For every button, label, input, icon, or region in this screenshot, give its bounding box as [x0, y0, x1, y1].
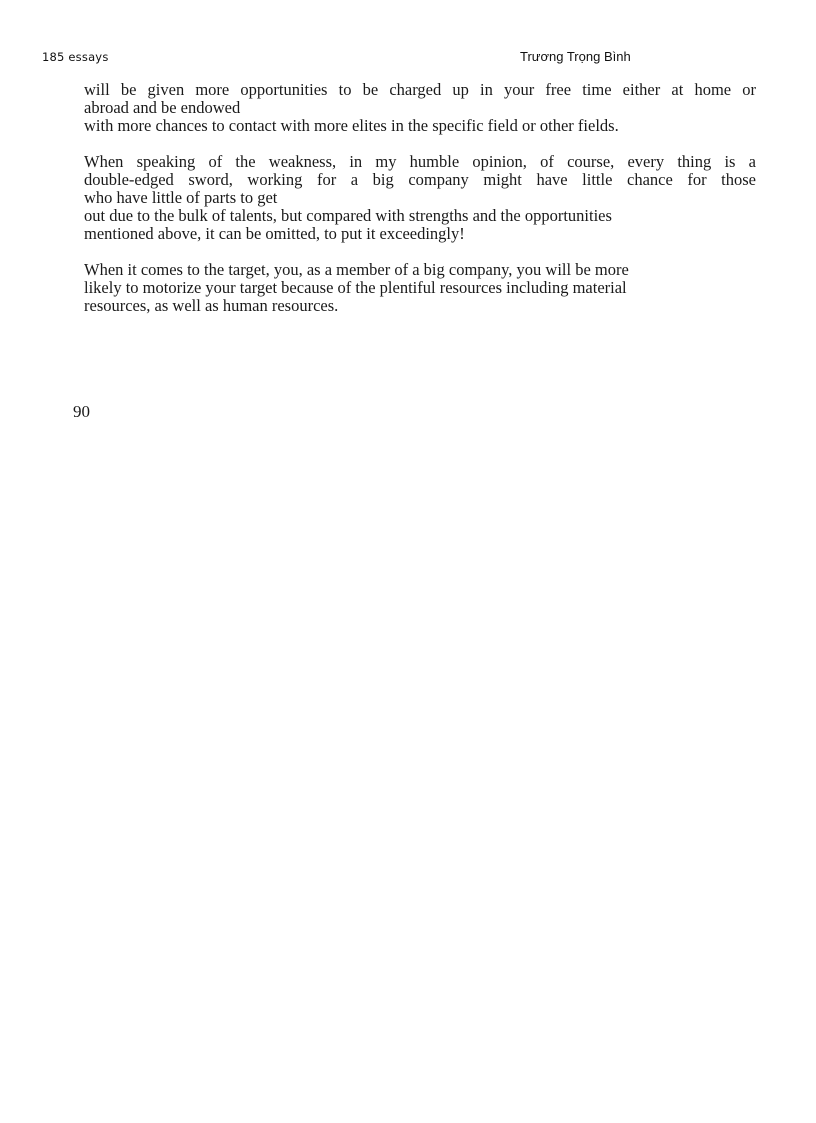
- running-header-author: Trương Trọng Bình: [520, 49, 631, 64]
- text-line: with more chances to contact with more elites in the specific field or other fields.: [84, 116, 619, 135]
- text-line: double-edged sword, working for a big company might have little chance for those: [84, 170, 756, 189]
- essay-body: [84, 81, 756, 333]
- text-line: When speaking of the weakness, in my humble opinion, of course, every thing is a: [84, 152, 756, 171]
- running-header-title: 185 essays: [42, 50, 109, 64]
- paragraph-target: [84, 261, 756, 315]
- text-line: mentioned above, it can be omitted, to put it exceedingly!: [84, 224, 465, 243]
- text-line: who have little of parts to get: [84, 188, 278, 207]
- paragraph-weakness: [84, 153, 756, 243]
- text-line: abroad and be endowed: [84, 98, 241, 117]
- text-line: resources, as well as human resources.: [84, 296, 339, 315]
- text-line: out due to the bulk of talents, but compared with strengths and the opportunities: [84, 206, 612, 225]
- text-line: When it comes to the target, you, as a member of a big company, you will be more: [84, 260, 629, 279]
- text-line: will be given more opportunities to be charged up in your free time either at home or: [84, 80, 756, 99]
- paragraph-opportunities: [84, 81, 756, 135]
- page-number: 90: [73, 402, 90, 421]
- text-line: likely to motorize your target because of the plentiful resources including material: [84, 278, 627, 297]
